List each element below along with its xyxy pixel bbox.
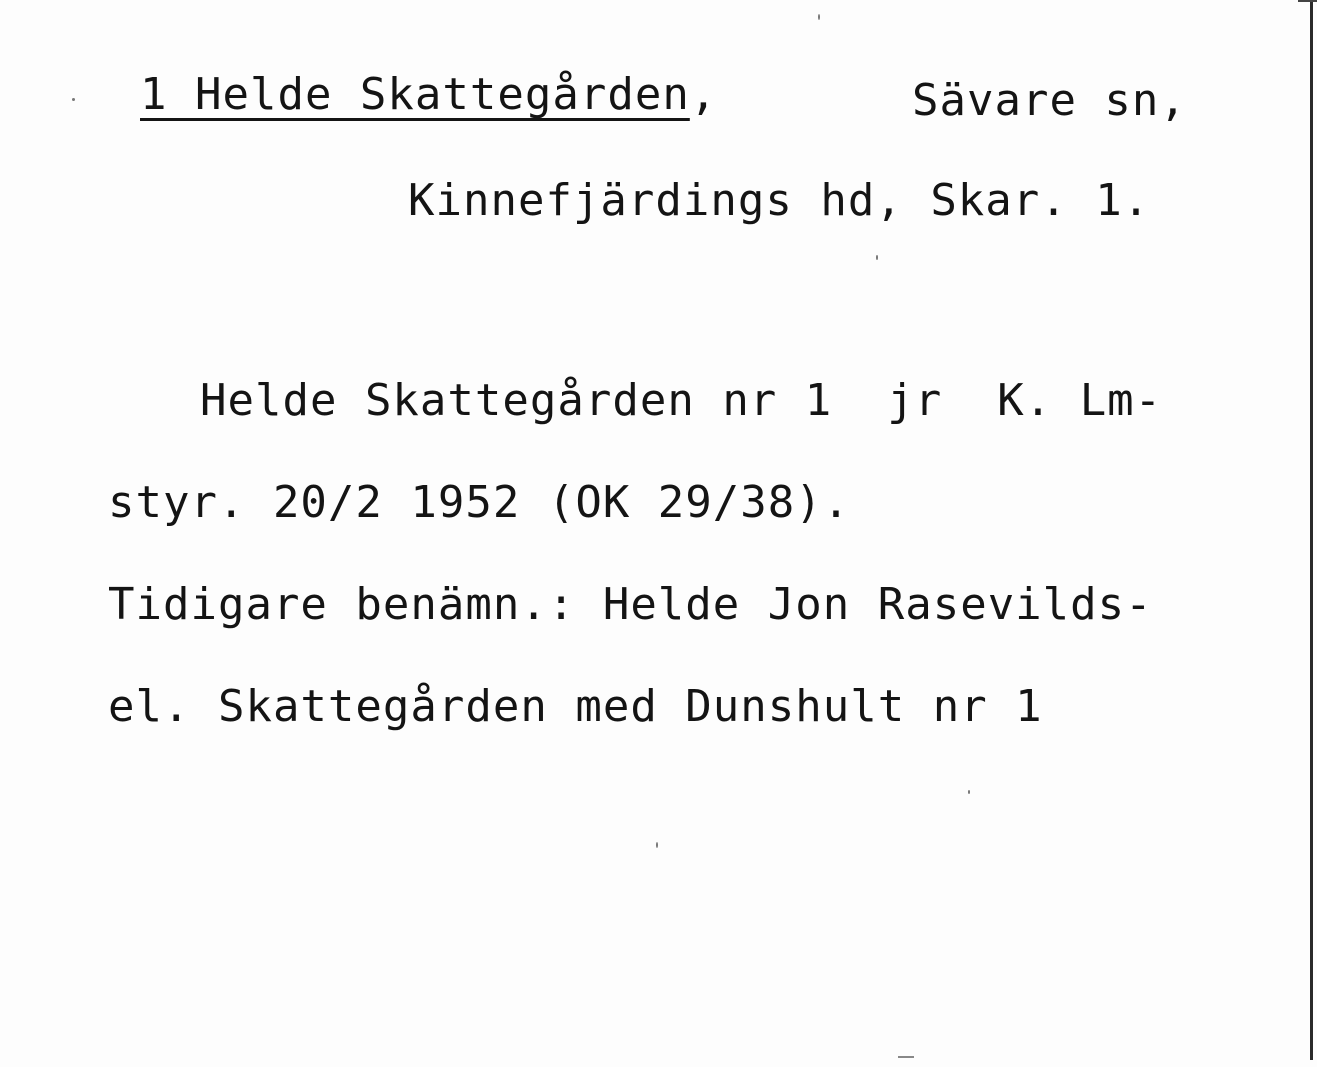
card-edge-top: [1298, 0, 1317, 2]
card-body-line: Tidigare benämn.: Helde Jon Rasevilds-: [108, 579, 1153, 630]
scan-speck: [876, 255, 878, 260]
card-heading-district: Kinnefjärdings hd, Skar. 1.: [408, 175, 1151, 226]
card-heading-parish: Sävare sn,: [912, 75, 1187, 126]
scan-speck: [72, 98, 75, 101]
card-edge-right: [1310, 0, 1313, 1060]
scan-speck: [968, 790, 970, 794]
card-title-underlined: 1 Helde Skattegården: [140, 69, 690, 120]
scan-mark: [898, 1056, 914, 1058]
card-title-comma: ,: [689, 69, 718, 120]
card-heading-title: [140, 70, 717, 120]
scan-speck: [656, 842, 658, 848]
card-body-line: styr. 20/2 1952 (OK 29/38).: [108, 477, 851, 528]
card-body-line: Helde Skattegården nr 1 jr K. Lm-: [200, 375, 1163, 426]
card-body-line: el. Skattegården med Dunshult nr 1: [108, 681, 1043, 732]
scan-speck: [818, 14, 820, 20]
